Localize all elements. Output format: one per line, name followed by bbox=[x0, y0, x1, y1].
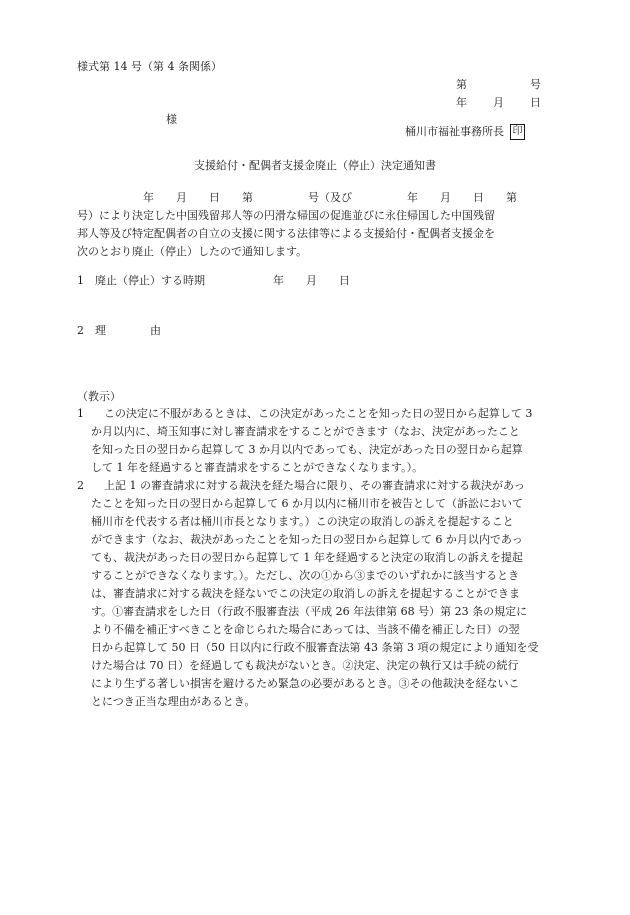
body-line: 年 月 日 第 号（及び 年 月 日 第 bbox=[143, 191, 517, 204]
note-line: とにつき正当な理由があるとき。 bbox=[91, 695, 256, 708]
document-title: 支援給付・配偶者支援金廃止（停止）決定通知書 bbox=[194, 159, 436, 172]
note-number: 1 bbox=[77, 407, 84, 420]
note-line: して 1 年を経過すると審査請求をすることができなくなります。）。 bbox=[91, 461, 424, 474]
form-number: 様式第 14 号（第 4 条関係） bbox=[77, 60, 222, 73]
note-line: けた場合は 70 日）を経過しても裁決がないとき。②決定、決定の執行又は手続の続行 bbox=[91, 659, 519, 672]
note-line: この決定に不服があるときは、この決定があったことを知った日の翌日から起算して 3 bbox=[104, 407, 533, 420]
notes-list bbox=[77, 405, 547, 711]
section-1-label: 1 廃止（停止）する時期 bbox=[77, 274, 205, 287]
notice-number-suffix: 号 bbox=[530, 78, 541, 91]
note-line: を知った日の翌日から起算して 3 か月以内であっても、決定があった日の翌日から起算 bbox=[91, 443, 523, 456]
body-line: 邦人等及び特定配偶者の自立の支援に関する法律等による支援給付・配偶者支援金を bbox=[77, 227, 495, 240]
note-line: は、審査請求に対する裁決を経ないでこの決定の取消しの訴えを提起することができま bbox=[91, 587, 520, 600]
note-line: 上記 1 の審査請求に対する裁決を経た場合に限り、その審査請求に対する裁決があっ bbox=[104, 479, 525, 492]
note-item bbox=[77, 405, 547, 477]
body-line: 次のとおり廃止（停止）したので通知します。 bbox=[77, 245, 308, 258]
section-2-label: 2 理 由 bbox=[77, 324, 161, 337]
note-line: 桶川市を代表する者は桶川市長となります。）この決定の取消しの訴えを提起すること bbox=[91, 515, 514, 528]
issuer-name: 桶川市福祉事務所長 bbox=[405, 125, 504, 138]
note-line: 日から起算して 50 日（50 日以内に行政不服審査法第 43 条第 3 項の規定により通知を受 bbox=[91, 641, 539, 654]
issuer-line bbox=[405, 123, 525, 141]
date-day: 日 bbox=[530, 96, 541, 109]
note-number: 2 bbox=[77, 479, 84, 492]
seal-mark: 印 bbox=[510, 124, 525, 140]
body-line: 号）により決定した中国残留邦人等の円滑な帰国の促進並びに永住帰国した中国残留 bbox=[77, 209, 495, 222]
note-line: たことを知った日の翌日から起算して 6 か月以内に桶川市を被告として（訴訟において bbox=[91, 497, 523, 510]
note-line: ても、裁決があった日の翌日から起算して 1 年を経過すると決定の取消しの訴えを提起 bbox=[91, 551, 523, 564]
date-year: 年 bbox=[456, 96, 467, 109]
body-text bbox=[77, 189, 547, 261]
note-line: より不備を補正すべきことを命じられた場合にあっては、当該不備を補正した日）の翌 bbox=[91, 623, 520, 636]
notes-header: （教示） bbox=[77, 390, 121, 403]
notice-number-prefix: 第 bbox=[456, 78, 467, 91]
note-line: か月以内に、埼玉知事に対し審査請求をすることができます（なお、決定があったこと bbox=[91, 425, 520, 438]
addressee-suffix: 様 bbox=[166, 113, 177, 126]
note-line: することができなくなります。）。ただし、次の①から③までのいずれかに該当するとき bbox=[91, 569, 520, 582]
note-line: ができます（なお、裁決があったことを知った日の翌日から起算して 6 か月以内であっ bbox=[91, 533, 523, 546]
note-line: す。①審査請求をした日（行政不服審査法（平成 26 年法律第 68 号）第 23 条の規定に bbox=[91, 605, 528, 618]
date-month: 月 bbox=[493, 96, 504, 109]
section-1-date: 年 月 日 bbox=[273, 274, 350, 287]
note-item bbox=[77, 477, 547, 711]
note-line: により生ずる著しい損害を避けるため緊急の必要があるとき。③その他裁決を経ないこ bbox=[91, 677, 520, 690]
